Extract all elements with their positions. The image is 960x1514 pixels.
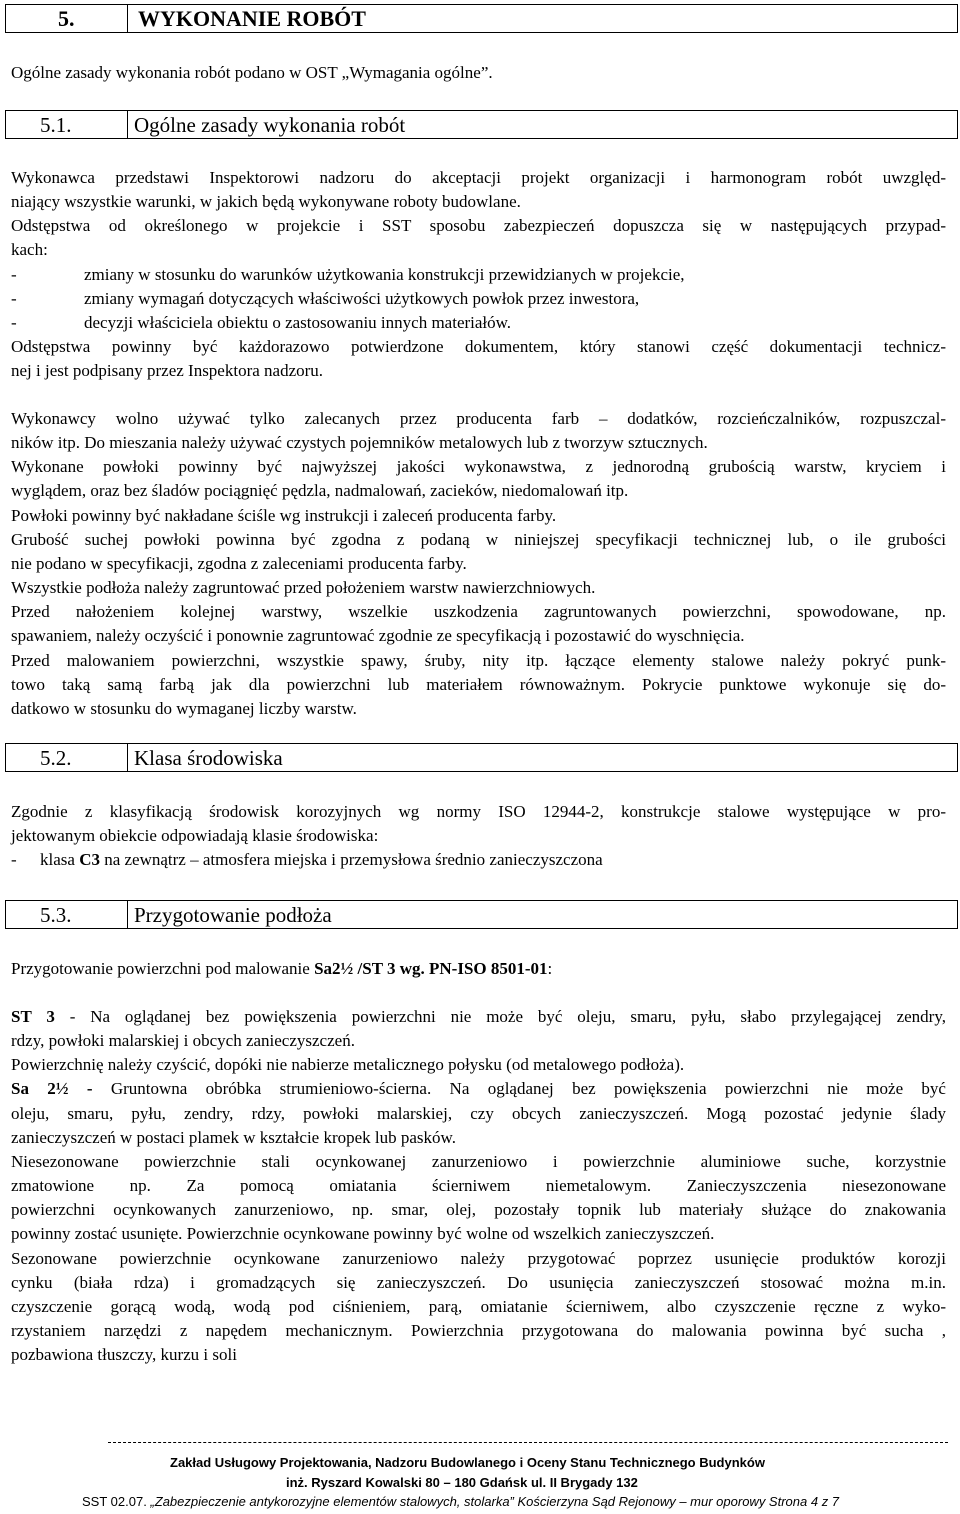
list-item: - decyzji właściciela obiektu o zastosowaniu innych materiałów. bbox=[11, 313, 512, 332]
intro-paragraph: Ogólne zasady wykonania robót podano w OST „Wymagania ogólne”. bbox=[11, 63, 493, 82]
footer-doc-info: SST 02.07. „Zabezpieczenie antykorozyjne elementów stalowych, stolarka” Kościerzyna Sąd Rejonowy – mur oporowy Strona 4 z 7 bbox=[82, 1494, 840, 1509]
footer-address: inż. Ryszard Kowalski 80 – 180 Gdańsk ul. II Brygady 132 bbox=[286, 1475, 638, 1490]
paragraph: Odstępstwa od określonego w projekcie i SST sposobu zabezpieczeń dopuszcza się w następujących przypad- kach: bbox=[11, 216, 946, 260]
section-number: 5.2. bbox=[40, 746, 72, 770]
section-5-3-header bbox=[5, 900, 958, 929]
section-5-1-header bbox=[5, 110, 958, 139]
paragraph: Odstępstwa powinny być każdorazowo potwierdzone dokumentem, który stanowi część dokumentacji technicz- nej i jest podpisany przez Inspektora nadzoru. bbox=[11, 337, 946, 381]
section-title: WYKONANIE ROBÓT bbox=[138, 6, 366, 31]
list-item: - klasa C3 na zewnątrz – atmosfera miejska i przemysłowa średnio zanieczyszczona bbox=[11, 850, 603, 869]
footer-company: Zakład Usługowy Projektowania, Nadzoru Budowlanego i Oceny Stanu Technicznego Budynków bbox=[170, 1455, 765, 1470]
section-5-2-header bbox=[5, 743, 958, 772]
section-title: Ogólne zasady wykonania robót bbox=[134, 113, 406, 137]
section-title: Klasa środowiska bbox=[134, 746, 283, 770]
section-number: 5.1. bbox=[40, 113, 72, 137]
section-title: Przygotowanie podłoża bbox=[134, 903, 332, 927]
paragraph: Przygotowanie powierzchni pod malowanie Sa2½ /ST 3 wg. PN-ISO 8501-01: bbox=[11, 959, 553, 978]
section-number: 5. bbox=[58, 6, 75, 31]
section-5-header bbox=[5, 4, 958, 33]
list-item: - zmiany wymagań dotyczących właściwości użytkowych powłok przez inwestora, bbox=[11, 289, 640, 308]
paragraph: Wykonawcy wolno używać tylko zalecanych przez producenta farb – dodatków, rozcieńczalników, rozpuszczal- ników itp. Do mieszania należy używać czystych pojemników metalowych lub z tworzyw sztucznych. Wykonane powłoki powinny być najwyższej jakości wykonawstwa, z jednorodną grubością warstw, kryciem i wyglądem, oraz bez śladów pociągnięć pędzla, nadmalowań, zacieków, niedomalowań itp. Powłoki powinny być nakładane ściśle wg instrukcji i zaleceń producenta farby. Grubość suchej powłoki powinna być zgodna z podaną w niniejszej specyfikacji technicznej lub, o ile grubości nie podano w specyfikacji, zgodna z zaleceniami producenta farby. Wszystkie podłoża należy zagruntować przed położeniem warstw nawierzchniowych. Przed nałożeniem kolejnej warstwy, wszelkie uszkodzenia zagruntowanych powierzchni, spowodowane, np. spawaniem, należy oczyścić i ponownie zagruntować zgodnie ze specyfikacją i pozostawić do wyschnięcia. Przed malowaniem powierzchni, wszystkie spawy, śruby, nity itp. łączące elementy stalowe należy pokryć punk- towo taką samą farbą jak dla powierzchni lub materiałem równoważnym. Pokrycie punktowe wykonuje się do- datkowo w stosunku do wymaganej liczby warstw. bbox=[11, 409, 946, 718]
list-item: - zmiany w stosunku do warunków użytkowania konstrukcji przewidzianych w projekcie, bbox=[11, 265, 685, 284]
footer-divider bbox=[108, 1442, 948, 1443]
section-number: 5.3. bbox=[40, 903, 72, 927]
paragraph: ST 3 - Na oglądanej bez powiększenia powierzchni nie może być oleju, smaru, pyłu, słabo przylegającej zendry, rdzy, powłoki malarskiej i obcych zanieczyszczeń. Powierzchnię należy czyścić, dopóki nie nabierze metalicznego połysku (od metalowego podłoża). Sa 2½ - Gruntowna obróbka strumieniowo-ścierna. Na oglądanej bez powiększenia powierzchni nie może być oleju, smaru, pyłu, zendry, rdzy, powłoki malarskiej, czy obcych zanieczyszczeń. Mogą pozostać jedynie ślady zanieczyszczeń w postaci plamek w kształcie kropek lub pasków. Niesezonowane powierzchnie stali ocynkowanej zanurzeniowo i powierzchnie aluminiowe suche, korzystnie zmatowione np. Za pomocą omiatania ścierniwem niemetalowym. Zanieczyszczenia niesezonowane powierzchni ocynkowanych zanurzeniowo, np. smar, olej, pozostały topnik lub materiały służące do znakowania powinny zostać usunięte. Powierzchnie ocynkowane powinny być wolne od wszelkich zanieczyszczeń. Sezonowane powierzchnie ocynkowane zanurzeniowo należy przygotować poprzez usunięcie produktów korozji cynku (biała rdza) i gromadzących się zanieczyszczeń. Do usunięcia zanieczyszczeń stosować można m.in. czyszczenie gorącą wodą, wodą pod ciśnieniem, parą, omiatanie ścierniwem, albo czyszczenie ręczne z wyko- rzystaniem narzędzi z napędem mechanicznym. Powierzchnia przygotowana do malowania powinna być sucha , pozbawiona tłuszczy, kurzu i soli bbox=[11, 1007, 946, 1365]
paragraph: Zgodnie z klasyfikacją środowisk korozyjnych wg normy ISO 12944-2, konstrukcje stalowe występujące w pro- jektowanym obiekcie odpowiadają klasie środowiska: bbox=[11, 802, 946, 846]
paragraph: Wykonawca przedstawi Inspektorowi nadzoru do akceptacji projekt organizacji i harmonogram robót uwzględ- niający wszystkie warunki, w jakich będą wykonywane roboty budowlane. bbox=[11, 168, 946, 212]
